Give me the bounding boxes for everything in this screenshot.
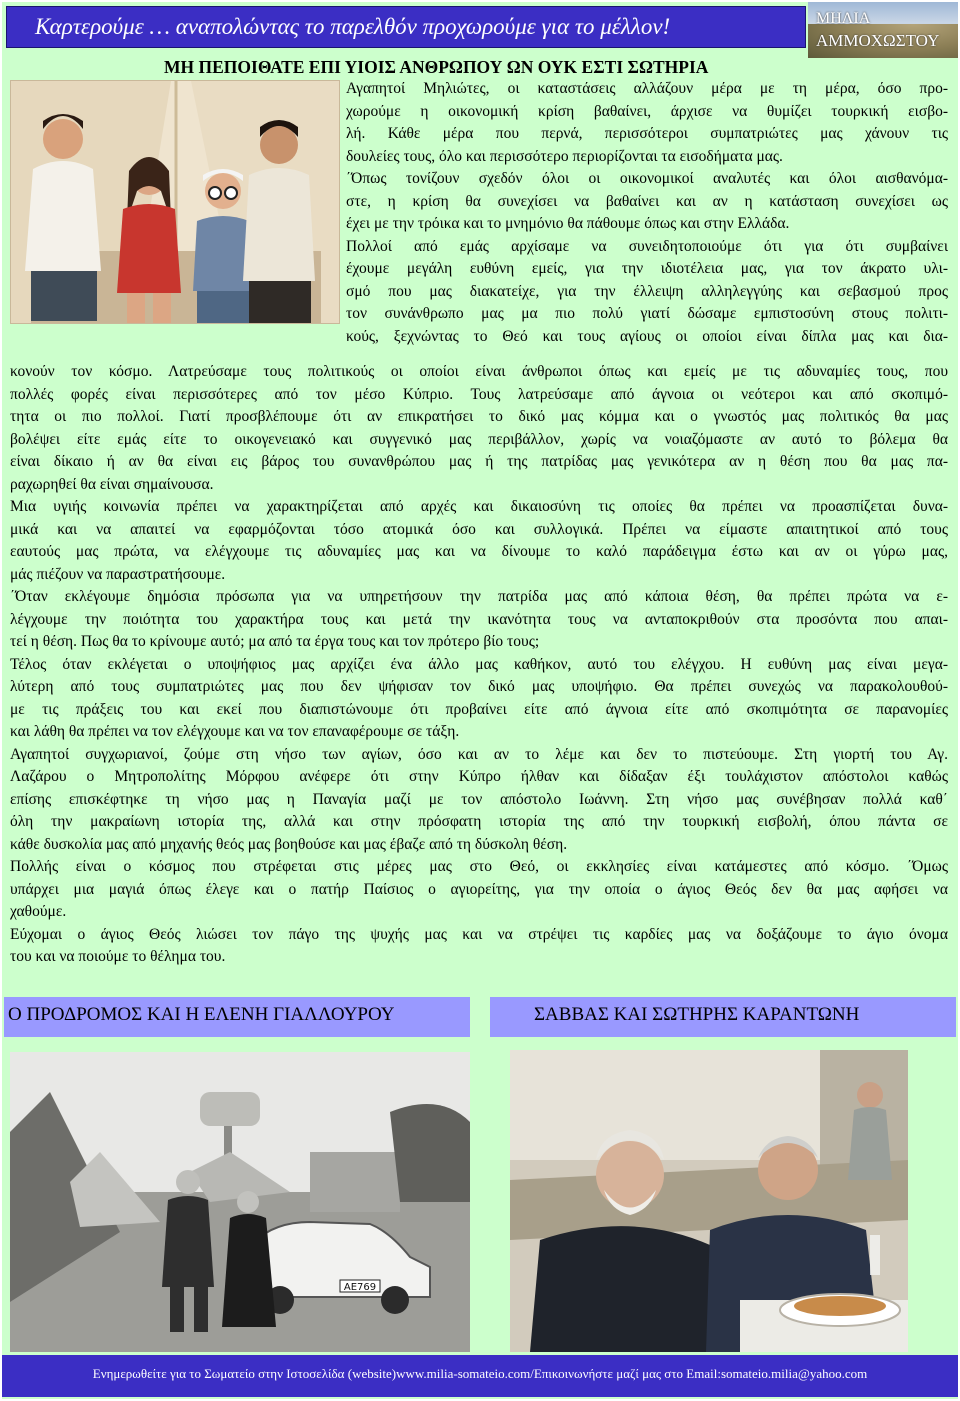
text-line: Αγαπητοί Μηλιώτες, οι καταστάσεις αλλάζουν μέρα με τη μέρα, όσο προ- xyxy=(346,80,948,97)
photo-couple-refugee-camp xyxy=(10,1052,470,1352)
caption-left xyxy=(4,997,470,1037)
text-line: λέγχουμε την ποιότητα του χαρακτήρα τους και μετά την ικανότητα τους να ανταποκριθούν στα προσόντα που απαι- xyxy=(10,610,948,628)
text-line: κάθε δυσκολία μας από μηχανής θεός μας βοηθούσε και μας έβαζε από τη δύσκολη θέση. xyxy=(10,835,568,853)
text-line: δουλείες τους, όλο και περισσότερο περιορίζονται τα εισοδήματα μας. xyxy=(346,147,783,165)
caption-left-text: Ο ΠΡΟΔΡΟΜΟΣ ΚΑΙ Η ΕΛΕΝΗ ΓΙΑΛΛΟΥΡΟΥ xyxy=(8,1004,395,1025)
village-logo xyxy=(808,2,958,58)
text-line: υπάρχει μια μαγιά όπως έλεγε και ο πατήρ Παίσιος ο αγιορείτης, για την οποία ο άγιος Θεός δεν θα μας αφήσει να xyxy=(10,880,948,898)
text-line: μάς πιέζουν να παραστρατήσουμε. xyxy=(10,565,226,583)
article-headline: ΜΗ ΠΕΠΟΙΘΑΤΕ ΕΠΙ ΥΙΟΙΣ ΑΝΘΡΩΠΟΥ ΩΝ ΟΥΚ ΕΣΤΙ ΣΩΤΗΡΙΑ xyxy=(164,57,709,77)
footer-bar xyxy=(2,1355,958,1397)
text-line: τον συνάνθρωπο μας μα πιο πολύ γιατί δώσαμε εμπιστοσύνη στους πολιτι- xyxy=(346,305,948,322)
photo-two-men-table xyxy=(510,1050,908,1352)
text-line: Αγαπητοί συγχωριανοί, ζούμε στη νήσο των αγίων, όσο και αν το λέμε και δεν το πιστεύουμε. Στη γιορτή του Αγ. xyxy=(10,745,948,763)
text-line: λή. Κάθε μέρα που περνά, περισσότεροι συμπατριώτες μας χάνουν τις xyxy=(346,125,948,142)
text-line: ΄Όταν εκλέγουμε δημόσια πρόσωπα για να υπηρετήσουν την πατρίδα μας από κάποια θέση, θα πρέπει πρώτα να ε- xyxy=(10,588,948,605)
photo-children-in-tent xyxy=(10,80,340,324)
text-line: σμό που μας διακατείχε, για την έλλειψη αλληλεγγύης και σεβασμού προς xyxy=(346,282,948,300)
text-line: όλη την μακραίωνη ιστορία της, αλλά και στην πρόσφατη ιστορία της από την τουρκική εισβολή, όπου πάντα σε xyxy=(10,813,948,830)
text-line: χαθούμε. xyxy=(10,903,67,920)
logo-line-district: ΑΜΜΟΧΩΣΤΟΥ xyxy=(816,31,940,50)
text-line: τητα οι πιο πολλοί. Γιατί προσβλέπουμε ότι αν επικρατήσει το δικό μας κόμμα και ο γνωστός μας πολιτικός θα μας xyxy=(10,408,948,425)
text-line: έχει με την τρόικα και το μνημόνιο θα πάθουμε όπως και στην Ελλάδα. xyxy=(346,215,790,232)
text-line: βολέψει είτε εμάς είτε το οικογενειακό και συγγενικό μας περιβάλλον, χωρίς να νοιαζόμαστε αν αυτό το βόλεμα θα xyxy=(10,430,948,448)
text-line: Εύχομαι ο άγιος Θεός λιώσει τον πάγο της ψυχής μας και να στρέψει τις καρδίες μας να δοξάζουμε το άγιο όνομα xyxy=(10,925,948,943)
text-line: κονούν τον κόσμο. Λατρεύσαμε τους πολιτικούς οι οποίοι είναι άνθρωποι όπως και εμείς με τις αδυναμίες τους, που xyxy=(10,363,948,380)
text-line: Τέλος όταν εκλέγεται ο υποψήφιος μας αρχίζει ένα άλλο μας καθήκον, αυτό του ελέγχου. Η ευθύνη μας είναι μεγα- xyxy=(10,655,948,673)
caption-right-text: ΣΑΒΒΑΣ ΚΑΙ ΣΩΤΗΡΗΣ ΚΑΡΑΝΤΩΝΗ xyxy=(534,1004,860,1025)
text-line: έχουμε μεγάλη ευθύνη εμείς, για την ιδιοτέλεια μας, για τον άκρατο υλι- xyxy=(346,260,948,277)
text-line: λύτερη από τους συμπατριώτες μας που δεν ψήφισαν τον δικό μας υποψήφιο. Θα πρέπει συνεχώς να παρακολουθού- xyxy=(10,678,948,695)
text-line: ΄Όπως τονίζουν σχεδόν όλοι οι οικονομικοί αναλυτές και όλοι αισθανόμα- xyxy=(346,170,948,187)
caption-right xyxy=(490,997,956,1037)
text-line: εαυτούς μας πρώτα, να ελέγχουμε τις αδυναμίες μας και να δίνουμε το καλό παράδειγμα έστω και αν οι γύρω μας, xyxy=(10,543,948,560)
car-plate-text: ΑΕ769 xyxy=(343,1282,377,1293)
text-line: κούς, ξεχνώντας το Θεό και τους αγίους οι οποίοι είναι δίπλα μας και δια- xyxy=(346,327,948,345)
text-line: Πολλοί από εμάς αρχίσαμε να συνειδητοποιούμε ότι για ότι συμβαίνει xyxy=(346,237,948,255)
text-line: στε, η κρίση θα συνεχίσει να βαθαίνει και αν η κατάσταση συνεχίσει ως xyxy=(346,192,948,210)
text-line: είναι δίκαιο ή αν θα είναι εις βάρος του συνανθρώπου μας ή της πατρίδας μας γενικότερα αν η θέση που θα μας πα- xyxy=(10,453,948,470)
text-line: ραχωρηθεί θα είναι σημαίνουσα. xyxy=(10,475,214,493)
text-line: πολλές φορές είναι περισσότερες από τον μέσο Κύπριο. Τους λατρεύσαμε από άγνοια οι νεότεροι και από σκοπιμό- xyxy=(10,385,948,403)
banner-title: Καρτερούμε … αναπολώντας το παρελθόν προχωρούμε για το μέλλον! xyxy=(35,14,671,39)
logo-line-village: ΜΗΛΙΑ xyxy=(816,10,871,27)
footer-contact-text: Ενημερωθείτε για το Σωματείο στην Ιστοσελίδα (website)www.milia-somateio.com/Επικοινωνήστε μαζί μας στο Email:somateio.milia@yahoo.com xyxy=(92,1366,868,1381)
text-line: Λαζάρου ο Μητροπολίτης Μόρφου ανέφερε ότι στην Κύπρο ήλθαν και δίδαξαν έξι τουλάχιστον απόστολοι καθώς xyxy=(10,768,948,785)
text-line: μικά και να απαιτεί να εφαρμόζονται τόσο ατομικά όσο και συλλογικά. Πρέπει να είμαστε απαιτητικοί από τους xyxy=(10,520,948,538)
text-line: και λάθη θα πρέπει να τον ελέγχουμε και να τον επαναφέρουμε σε τάξη. xyxy=(10,723,460,740)
text-line: επίσης επισκέφτηκε τη νήσο μας η Παναγία μαζί με τον απόστολο Ιωάννη. Στη νήσο μας συνέβησαν πολλά καθ΄ xyxy=(10,790,948,808)
text-line: με τις πράξεις του και εκεί που διαπιστώνουμε ότι προβαίνει είτε από άγνοια είτε από σκοπιμότητα σε παρανομίες xyxy=(10,700,948,718)
article-intro-wrapped xyxy=(346,78,948,348)
text-line: τεί η θέση. Πως θα το κρίνουμε αυτό; μα από τα έργα τους και τον πρότερο βίο τους; xyxy=(10,633,540,650)
top-banner xyxy=(6,6,806,48)
text-line: χωρούμε η οικονομική κρίση βαθαίνει, άρχισε να θυμίζει τουρκική εισβο- xyxy=(346,102,948,120)
text-line: του και να ποιούμε το θέλημα του. xyxy=(10,948,226,965)
text-line: Πολλής είναι ο κόσμος που στρέφεται στις μέρες μας στο Θεό, οι εκκλησίες είναι κατάμεστες από κόσμο. ΄Όμως xyxy=(10,858,948,875)
text-line: Μια υγιής κοινωνία πρέπει να χαρακτηρίζεται από αρχές και δικαιοσύνη τις οποίες θα πρέπει να προασπίζεται δυνα- xyxy=(10,498,948,515)
article-body-full xyxy=(10,361,948,969)
